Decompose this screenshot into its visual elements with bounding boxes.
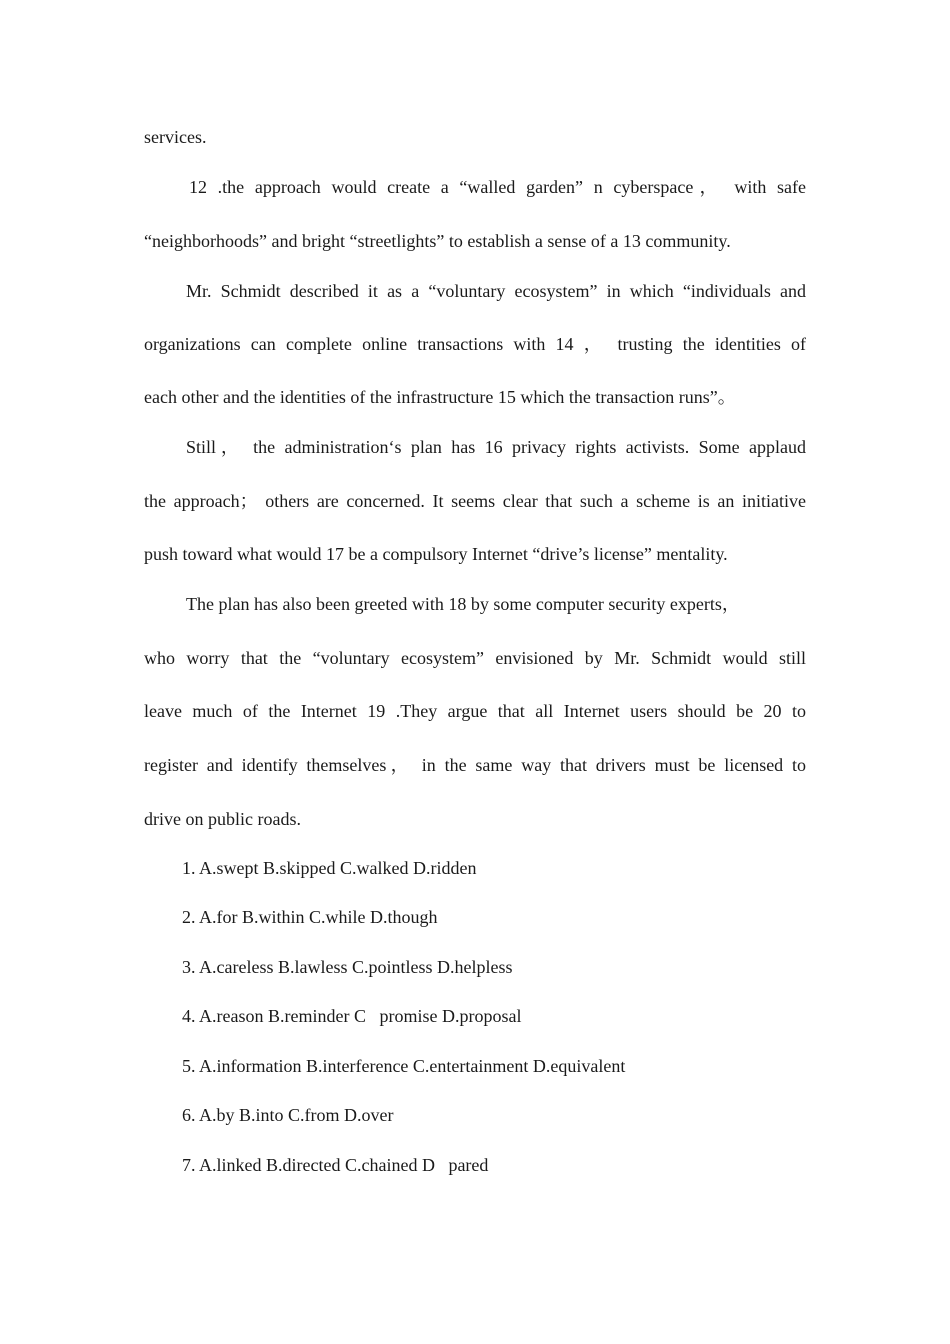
passage-line: The plan has also been greeted with 18 by some computer security experts，	[186, 594, 740, 614]
question-option-7: 7. A.linked B.directed C.chained D pared	[182, 1155, 489, 1175]
passage-line: organizations can complete online transactions with 14 ， trusting the identities of	[144, 334, 806, 354]
question-option-2: 2. A.for B.within C.while D.though	[182, 907, 438, 927]
question-option-6: 6. A.by B.into C.from D.over	[182, 1105, 394, 1125]
passage-line: services.	[144, 127, 207, 147]
question-option-3: 3. A.careless B.lawless C.pointless D.helpless	[182, 957, 513, 977]
question-option-1: 1. A.swept B.skipped C.walked D.ridden	[182, 858, 477, 878]
passage-line: who worry that the “voluntary ecosystem” envisioned by Mr. Schmidt would still	[144, 648, 806, 668]
passage-line: Mr. Schmidt described it as a “voluntary ecosystem” in which “individuals and	[186, 281, 806, 301]
passage-line: the approach； others are concerned. It seems clear that such a scheme is an initiative	[144, 491, 806, 511]
passage-line: “neighborhoods” and bright “streetlights” to establish a sense of a 13 community.	[144, 231, 731, 251]
passage-line: leave much of the Internet 19 .They argue that all Internet users should be 20 to	[144, 701, 806, 721]
passage-line: 12 .the approach would create a “walled garden” n cyberspace， with safe	[189, 177, 806, 197]
passage-line: push toward what would 17 be a compulsory Internet “drive’s license” mentality.	[144, 544, 728, 564]
passage-line: Still， the administration‘s plan has 16 privacy rights activists. Some applaud	[186, 437, 806, 457]
passage-line: drive on public roads.	[144, 809, 301, 829]
passage-line: register and identify themselves， in the same way that drivers must be licensed to	[144, 755, 806, 775]
passage-line: each other and the identities of the infrastructure 15 which the transaction runs”。	[144, 387, 736, 407]
question-option-5: 5. A.information B.interference C.entertainment D.equivalent	[182, 1056, 626, 1076]
question-option-4: 4. A.reason B.reminder C promise D.proposal	[182, 1006, 522, 1026]
